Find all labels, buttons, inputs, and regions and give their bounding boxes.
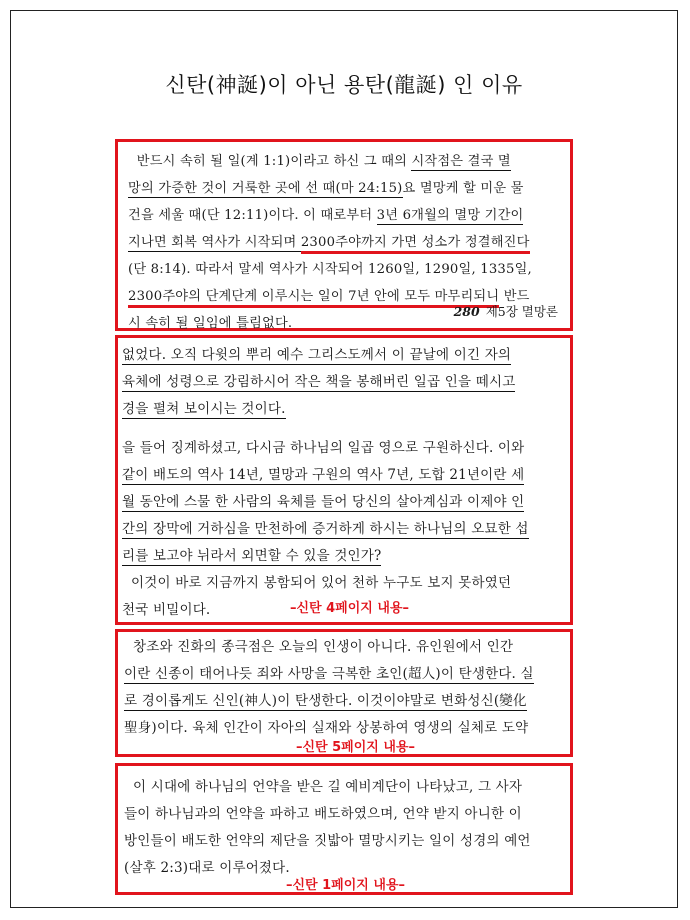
- text-line: (살후 2:3)대로 이루어졌다.: [124, 860, 290, 876]
- text-line: 경을 펼쳐 보이시는 것이다.: [122, 401, 286, 417]
- text-line: 월 동안에 스물 한 사람의 육체를 들어 당신의 살아계심과 이제야 인: [122, 494, 525, 510]
- page-title: 신탄(神誕)이 아닌 용탄(龍誕) 인 이유: [165, 73, 523, 97]
- text-line: 천국 비밀이다.: [122, 602, 211, 618]
- text-line: (단 8:14). 따라서 말세 역사가 시작되어 1260일, 1290일, 1335일,: [128, 262, 532, 277]
- document-page: [10, 10, 678, 908]
- excerpt-box-sintan-4: [115, 335, 573, 625]
- source-caption: –신탄 5페이지 내용–: [296, 740, 416, 755]
- text-line: 이 시대에 하나님의 언약을 받은 길 예비계단이 나타났고, 그 사자: [132, 779, 523, 795]
- source-caption: –신탄 1페이지 내용–: [286, 878, 406, 893]
- text-line: 지나면 회복 역사가 시작되며 2300주야까지 가면 성소가 정결해진다: [128, 229, 532, 256]
- excerpt-box-sintan-1: [115, 763, 573, 895]
- text-line: 聖身)이다. 육체 인간이 자아의 실재와 상봉하여 영생의 실체로 도약: [124, 720, 529, 736]
- excerpt-text: [124, 634, 534, 742]
- text-line: 방인들이 배도한 언약의 제단을 짓밟아 멸망시키는 일이 성경의 예언: [124, 833, 531, 849]
- text-line: 들이 하나님과의 언약을 파하고 배도하였으며, 언약 받지 아니한 이: [124, 806, 522, 822]
- chapter-label: 제5장 멸망론: [485, 304, 558, 319]
- excerpt-text: [124, 774, 531, 882]
- text-line: 망의 가증한 것이 거룩한 곳에 선 때(마 24:15)요 멸망케 할 미운 물: [128, 181, 524, 196]
- text-line: 시 속히 될 일임에 틀림없다.: [128, 316, 293, 331]
- page-number: 280: [453, 304, 480, 319]
- text-line: 반드시 속히 될 일(계 1:1)이라고 하신 그 때의 시작점은 결국 멸: [136, 154, 511, 169]
- text-line: 창조와 진화의 종극점은 오늘의 인생이 아니다. 유인원에서 인간: [132, 639, 514, 655]
- text-line: 2300주야의 단계단계 이루시는 일이 7년 안에 모두 마무리되니 반드: [128, 283, 532, 310]
- excerpt-box-280: [115, 139, 573, 331]
- text-line: 을 들어 징계하셨고, 다시금 하나님의 일곱 영으로 구원하신다. 이와: [122, 440, 525, 456]
- text-line: 같이 배도의 역사 14년, 멸망과 구원의 역사 7년, 도합 21년이란 세: [122, 467, 525, 483]
- page-footer: [454, 302, 558, 320]
- text-line: 이것이 바로 지금까지 봉함되어 있어 천하 누구도 보지 못하였던: [130, 575, 512, 591]
- text-line: 없었다. 오직 다윗의 뿌리 예수 그리스도께서 이 끝날에 이긴 자의: [122, 347, 512, 363]
- text-line: 육체에 성령으로 강림하시어 작은 책을 봉해버린 일곱 인을 떼시고: [122, 374, 516, 390]
- excerpt-box-sintan-5: [115, 629, 573, 757]
- source-caption: –신탄 4페이지 내용–: [290, 601, 410, 616]
- text-line: 건을 세울 때(단 12:11)이다. 이 때로부터 3년 6개월의 멸망 기간이: [128, 208, 524, 223]
- text-line: 이란 신종이 태어나듯 죄와 사망을 극복한 초인(超人)이 탄생한다. 실: [124, 666, 534, 682]
- excerpt-text: [122, 342, 529, 624]
- text-line: 간의 장막에 거하심을 만천하에 증거하게 하시는 하나님의 오묘한 섭: [122, 521, 529, 537]
- text-line: 로 경이롭게도 신인(神人)이 탄생한다. 이것이야말로 변화성신(變化: [124, 693, 527, 709]
- text-line: 리를 보고야 뉘라서 외면할 수 있을 것인가?: [122, 548, 382, 564]
